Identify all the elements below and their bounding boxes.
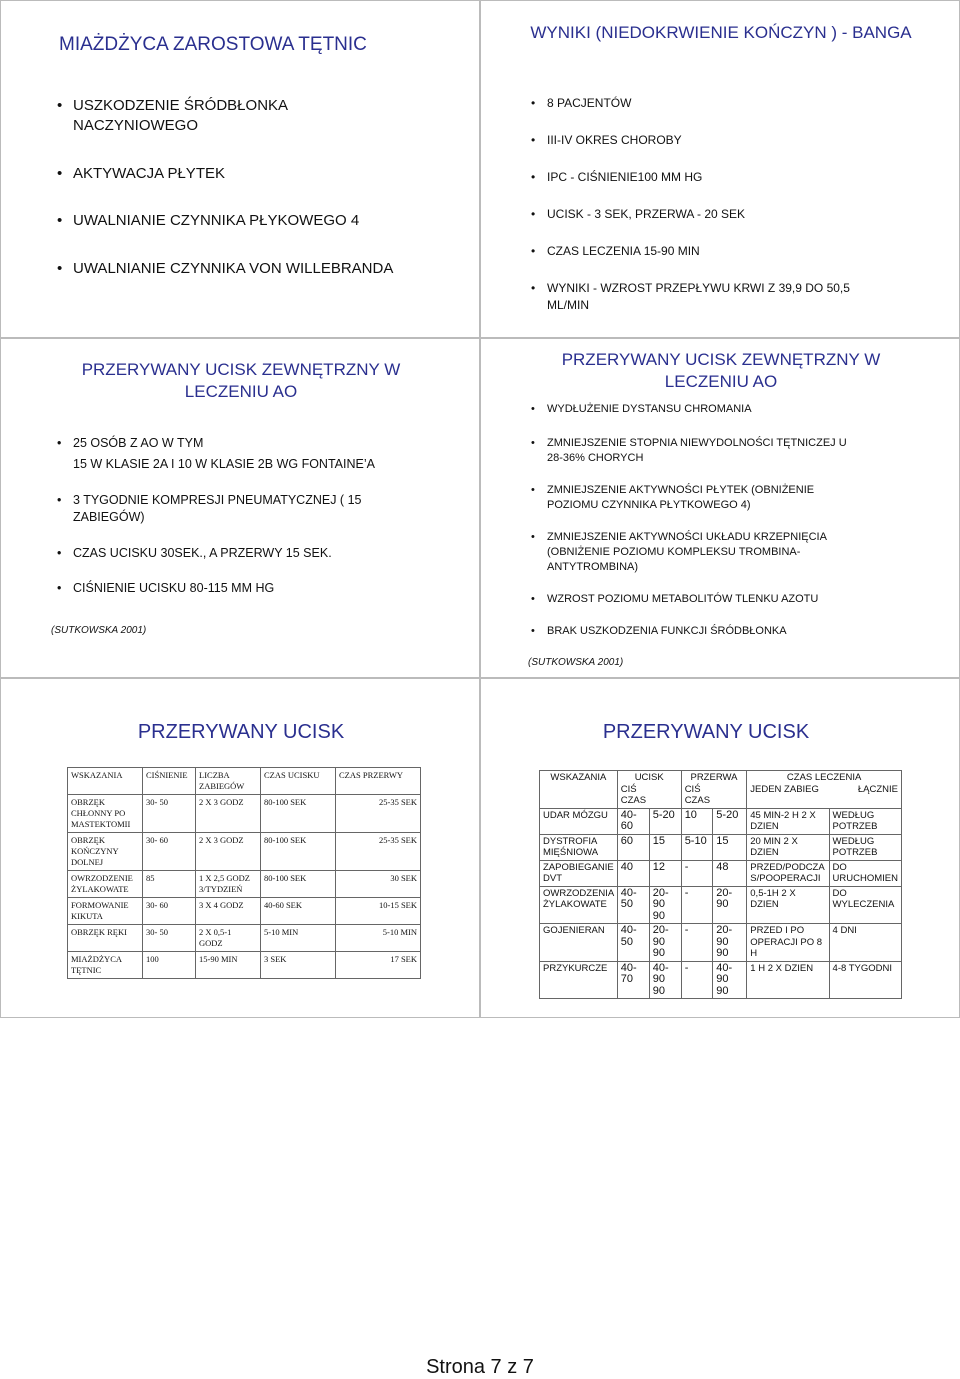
table-row <box>540 860 902 886</box>
table-cell: 40 <box>617 860 649 886</box>
list-item: • USZKODZENIE ŚRÓDBŁONKA NACZYNIOWEGO <box>53 96 323 136</box>
slide-5 <box>0 678 480 1018</box>
bullet-list <box>527 95 927 314</box>
table-row <box>68 925 421 952</box>
table-cell: - <box>681 886 713 924</box>
table-cell: - <box>681 924 713 962</box>
header-cell: WSKAZANIA <box>540 771 618 809</box>
table-cell: 20-90 <box>713 886 747 924</box>
header-cell <box>747 771 902 809</box>
table-cell: 25-35 SEK <box>336 795 421 833</box>
header-sublabel: CIŚ <box>620 783 637 795</box>
slide-title: PRZERYWANY UCISK <box>602 721 810 743</box>
table-cell: 15-90 MIN <box>196 952 261 979</box>
table-row <box>68 795 421 833</box>
table-cell: 85 <box>143 871 196 898</box>
slide-title: PRZERYWANY UCISK <box>137 721 345 743</box>
list-item: • UWALNIANIE CZYNNIKA PŁYKOWEGO 4 <box>53 211 453 231</box>
table-cell: WEDŁUG POTRZEB <box>829 834 901 860</box>
table-cell: PRZYKURCZE <box>540 961 618 999</box>
list-item: • CZAS UCISKU 30SEK., A PRZERWY 15 SEK. <box>53 545 463 562</box>
header-cell: WSKAZANIA <box>68 768 143 795</box>
list-item: • WYDŁUŻENIE DYSTANSU CHROMANIA <box>527 402 857 417</box>
table-cell: GOJENIERAN <box>540 924 618 962</box>
table-cell: PRZED/PODCZA S/POOPERACJI <box>747 860 829 886</box>
table-cell: 3 SEK <box>261 952 336 979</box>
page-footer: Strona 7 z 7 <box>426 1356 534 1378</box>
table-cell: 20-90 90 <box>713 924 747 962</box>
indications-table <box>67 767 421 979</box>
list-item: • 8 PACJENTÓW <box>527 95 927 112</box>
table-cell: OWRZODZENIA ŻYLAKOWATE <box>540 886 618 924</box>
slide-title: WYNIKI (NIEDOKRWIENIE KOŃCZYN ) - BANGA <box>530 23 912 42</box>
header-cell: CIŚNIENIE <box>143 768 196 795</box>
table-cell: 2 X 3 GODZ <box>196 795 261 833</box>
table-cell: DYSTROFIA MIĘŚNIOWA <box>540 834 618 860</box>
table-cell: 30- 50 <box>143 795 196 833</box>
table-cell: 1 X 2,5 GODZ 3/TYDZIEŃ <box>196 871 261 898</box>
table-cell: 40-60 <box>617 808 649 834</box>
table-cell: 20-90 90 <box>649 886 681 924</box>
table-cell: 5-20 <box>649 808 681 834</box>
table-cell: 4 DNI <box>829 924 901 962</box>
table-cell: OWRZODZENIE ŻYLAKOWATE <box>68 871 143 898</box>
table-row <box>540 834 902 860</box>
bullet-list <box>527 402 857 639</box>
table-row <box>68 871 421 898</box>
table-cell: 40-50 <box>617 924 649 962</box>
table-header-row <box>540 771 902 809</box>
table-cell: 45 MIN-2 H 2 X DZIEN <box>747 808 829 834</box>
table-cell: OBRZĘK CHŁONNY PO MASTEKTOMII <box>68 795 143 833</box>
slide-4 <box>480 338 960 678</box>
table-row <box>540 924 902 962</box>
header-cell: CZAS UCISKU <box>261 768 336 795</box>
table-cell: 5-20 <box>713 808 747 834</box>
table-cell: 10 <box>681 808 713 834</box>
header-label: CZAS LECZENIA <box>786 772 862 783</box>
table-cell: UDAR MÓZGU <box>540 808 618 834</box>
list-item: • 3 TYGODNIE KOMPRESJI PNEUMATYCZNEJ ( 15 ZABIEGÓW) <box>53 492 413 526</box>
table-header-row <box>68 768 421 795</box>
table-row <box>540 961 902 999</box>
list-item: • WYNIKI - WZROST PRZEPŁYWU KRWI Z 39,9 DO 50,5 ML/MIN <box>527 280 892 314</box>
source-citation: (SUTKOWSKA 2001) <box>51 625 147 636</box>
list-item: • WZROST POZIOMU METABOLITÓW TLENKU AZOTU <box>527 592 857 607</box>
header-sublabel: JEDEN ZABIEG <box>750 783 819 795</box>
table-row <box>540 886 902 924</box>
list-item: • AKTYWACJA PŁYTEK <box>53 164 453 184</box>
list-item: • UWALNIANIE CZYNNIKA VON WILLEBRANDA <box>53 259 453 279</box>
slide-2 <box>480 0 960 338</box>
bullet-list <box>53 96 453 279</box>
table-cell: 80-100 SEK <box>261 833 336 871</box>
table-cell: 40-60 SEK <box>261 898 336 925</box>
table-cell: 40-50 <box>617 886 649 924</box>
table-cell: 20 MIN 2 X DZIEN <box>747 834 829 860</box>
table-cell: 80-100 SEK <box>261 871 336 898</box>
slide-3 <box>0 338 480 678</box>
table-cell: 60 <box>617 834 649 860</box>
table-cell: 2 X 3 GODZ <box>196 833 261 871</box>
list-item-text: 25 OSÓB Z AO W TYM <box>73 436 204 450</box>
slide-title: PRZERYWANY UCISK ZEWNĘTRZNY W LECZENIU AO <box>561 350 881 391</box>
bullet-sublist <box>53 492 463 597</box>
table-cell: 0,5-1H 2 X DZIEN <box>747 886 829 924</box>
table-cell: DO WYLECZENIA <box>829 886 901 924</box>
table-cell: 40-90 90 <box>649 961 681 999</box>
table-cell: 15 <box>649 834 681 860</box>
header-label: UCISK <box>634 772 664 783</box>
header-sublabel: CIŚ <box>684 783 701 795</box>
list-item <box>53 435 463 473</box>
table-cell: 5-10 MIN <box>261 925 336 952</box>
table-cell: OBRZĘK RĘKI <box>68 925 143 952</box>
table-cell: 15 <box>713 834 747 860</box>
table-cell: 30- 50 <box>143 925 196 952</box>
source-citation: (SUTKOWSKA 2001) <box>528 657 624 668</box>
table-cell: 4-8 TYGODNI <box>829 961 901 999</box>
table-cell: OBRZĘK KOŃCZYNY DOLNEJ <box>68 833 143 871</box>
table-cell: DO URUCHOMIEN <box>829 860 901 886</box>
slide-1 <box>0 0 480 338</box>
slide-title: PRZERYWANY UCISK ZEWNĘTRZNY W LECZENIU AO <box>81 360 401 401</box>
table-cell: 2 X 0,5-1 GODZ <box>196 925 261 952</box>
header-sublabel: CZAS <box>684 795 711 806</box>
table-row <box>68 952 421 979</box>
table-cell: 100 <box>143 952 196 979</box>
list-item: • CIŚNIENIE UCISKU 80-115 MM HG <box>53 580 463 597</box>
list-item: • CZAS LECZENIA 15-90 MIN <box>527 243 927 260</box>
table-cell: PRZED I PO OPERACJI PO 8 H <box>747 924 829 962</box>
list-item: • IPC - CIŚNIENIE100 MM HG <box>527 169 927 186</box>
list-item: • ZMNIEJSZENIE AKTYWNOŚCI UKŁADU KRZEPNIĘCIA (OBNIŻENIE POZIOMU KOMPLEKSU TROMBINA-ANTYTROMBINA) <box>527 530 857 575</box>
table-cell: 80-100 SEK <box>261 795 336 833</box>
table-cell: 30 SEK <box>336 871 421 898</box>
list-item-text: 15 W KLASIE 2A I 10 W KLASIE 2B WG FONTAINE’A <box>73 457 375 471</box>
treatment-table <box>539 770 902 999</box>
table-row <box>68 898 421 925</box>
table-cell: 5-10 <box>681 834 713 860</box>
list-item: • BRAK USZKODZENIA FUNKCJI ŚRÓDBŁONKA <box>527 624 857 639</box>
header-label: PRZERWA <box>690 772 738 783</box>
table-cell: 40-90 90 <box>713 961 747 999</box>
table-cell: WEDŁUG POTRZEB <box>829 808 901 834</box>
bullet-icon: • <box>57 436 62 450</box>
table-row <box>540 808 902 834</box>
list-item: • ZMNIEJSZENIE AKTYWNOŚCI PŁYTEK (OBNIŻENIE POZIOMU CZYNNIKA PŁYTKOWEGO 4) <box>527 483 857 513</box>
table-cell: FORMOWANIE KIKUTA <box>68 898 143 925</box>
header-sublabel: ŁĄCZNIE <box>857 783 898 795</box>
table-cell: 48 <box>713 860 747 886</box>
table-cell: - <box>681 860 713 886</box>
header-cell: LICZBA ZABIEGÓW <box>196 768 261 795</box>
table-cell: 30- 60 <box>143 898 196 925</box>
table-cell: 17 SEK <box>336 952 421 979</box>
bullet-list <box>53 435 463 597</box>
table-cell: ZAPOBIEGANIE DVT <box>540 860 618 886</box>
table-cell: 3 X 4 GODZ <box>196 898 261 925</box>
header-cell: CZAS PRZERWY <box>336 768 421 795</box>
header-sublabel: CZAS <box>620 795 647 806</box>
header-cell <box>617 771 681 809</box>
table-cell: 40-70 <box>617 961 649 999</box>
list-item: • ZMNIEJSZENIE STOPNIA NIEWYDOLNOŚCI TĘTNICZEJ U 28-36% CHORYCH <box>527 436 857 466</box>
table-cell: MIAŻDŻYCA TĘTNIC <box>68 952 143 979</box>
table-cell: 1 H 2 X DZIEN <box>747 961 829 999</box>
slide-title: MIAŻDŻYCA ZAROSTOWA TĘTNIC <box>59 34 367 55</box>
table-cell: 5-10 MIN <box>336 925 421 952</box>
table-cell: 12 <box>649 860 681 886</box>
list-item: • III-IV OKRES CHOROBY <box>527 132 927 149</box>
table-cell: 20-90 90 <box>649 924 681 962</box>
slide-6 <box>480 678 960 1018</box>
header-sublabels <box>750 784 898 796</box>
table-cell: - <box>681 961 713 999</box>
table-row <box>68 833 421 871</box>
list-item: • UCISK - 3 SEK, PRZERWA - 20 SEK <box>527 206 927 223</box>
header-cell <box>681 771 747 809</box>
table-cell: 10-15 SEK <box>336 898 421 925</box>
table-cell: 25-35 SEK <box>336 833 421 871</box>
table-cell: 30- 60 <box>143 833 196 871</box>
